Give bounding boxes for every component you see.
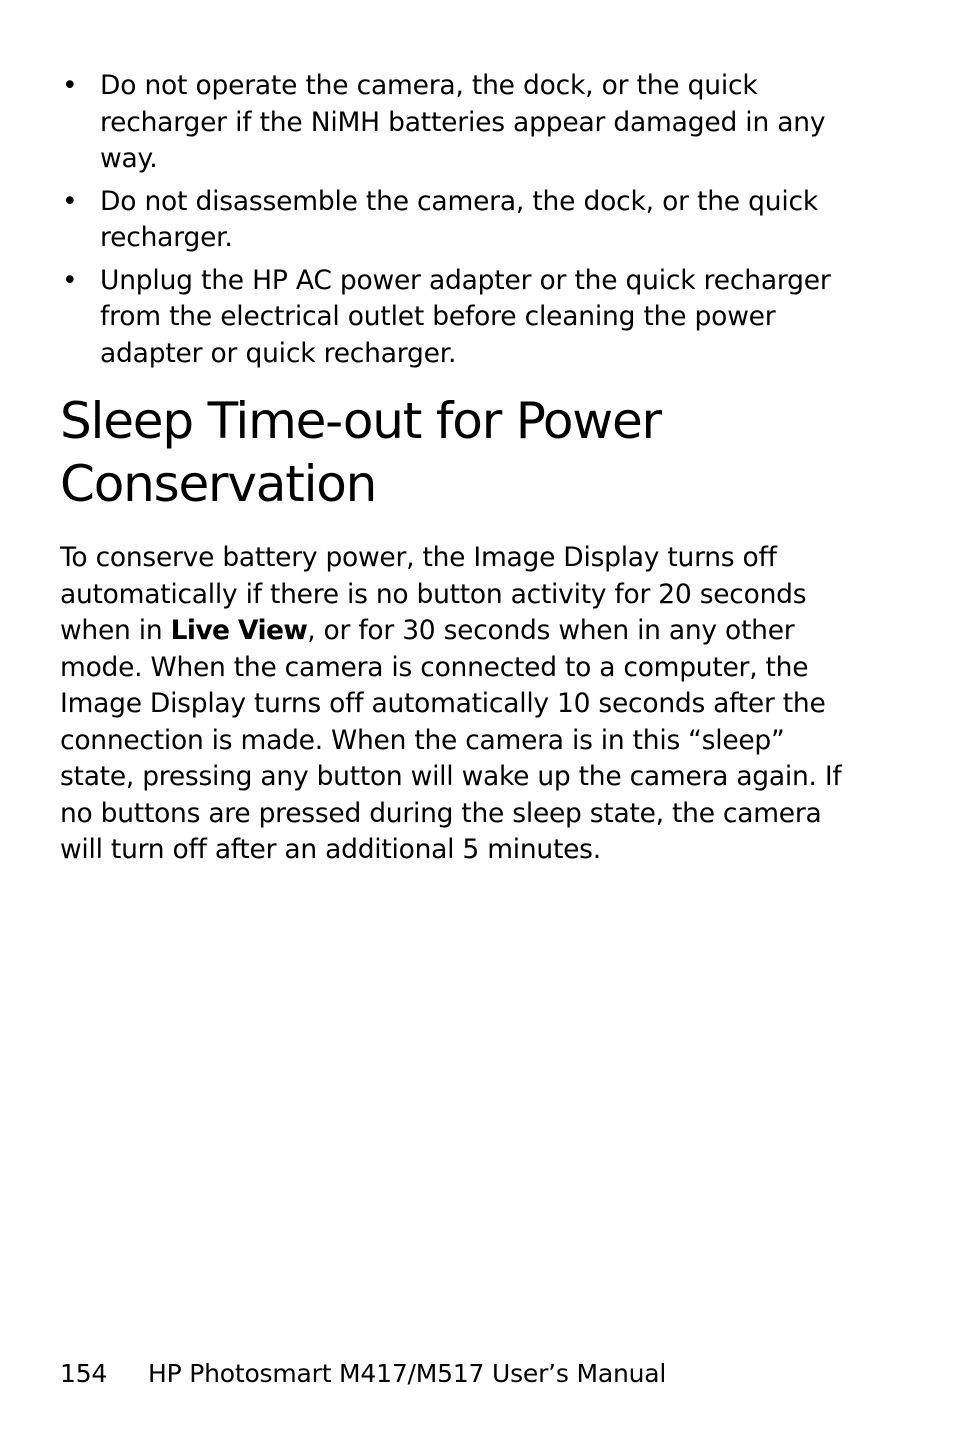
bullet-symbol: • — [62, 185, 78, 217]
bullet-item — [60, 263, 860, 373]
bullet-text: Do not operate the camera, the dock, or the quick recharger if the NiMH batteries appear damaged in any way. — [100, 70, 826, 174]
bullet-item — [60, 68, 860, 178]
bullet-symbol: • — [62, 70, 78, 101]
bullet-symbol: • — [62, 264, 78, 296]
bullet-text: Do not disassemble the camera, the dock, or the quick recharger. — [100, 185, 819, 253]
bullet-item — [60, 184, 860, 257]
body-text-part1: To conserve battery power, the Image Display turns off automatically if there is no button activity for 20 seconds when in — [60, 542, 807, 646]
section-heading-line2: Conservation — [60, 455, 377, 513]
page-footer — [60, 1356, 666, 1392]
live-view-term: Live View — [170, 615, 308, 646]
safety-bullet-list — [60, 68, 860, 378]
manual-title: HP Photosmart M417/M517 User’s Manual — [148, 1359, 667, 1388]
section-heading — [60, 390, 900, 516]
bullet-text: Unplug the HP AC power adapter or the quick recharger from the electrical outlet before cleaning the power adapter or quick recharger. — [100, 264, 831, 369]
section-heading-line1: Sleep Time-out for Power — [60, 392, 661, 450]
page-number: 154 — [60, 1359, 108, 1388]
body-text-part2: , or for 30 seconds when in any other mode. When the camera is connected to a computer, the Image Display turns off automatically 10 seconds after the connection is made. When the camera is in this “sleep” state, pressing any button will wake up the camera again. If no buttons are pressed during the sleep state, the camera will turn off after an additional 5 minutes. — [60, 615, 842, 865]
section-body-paragraph — [60, 540, 850, 869]
